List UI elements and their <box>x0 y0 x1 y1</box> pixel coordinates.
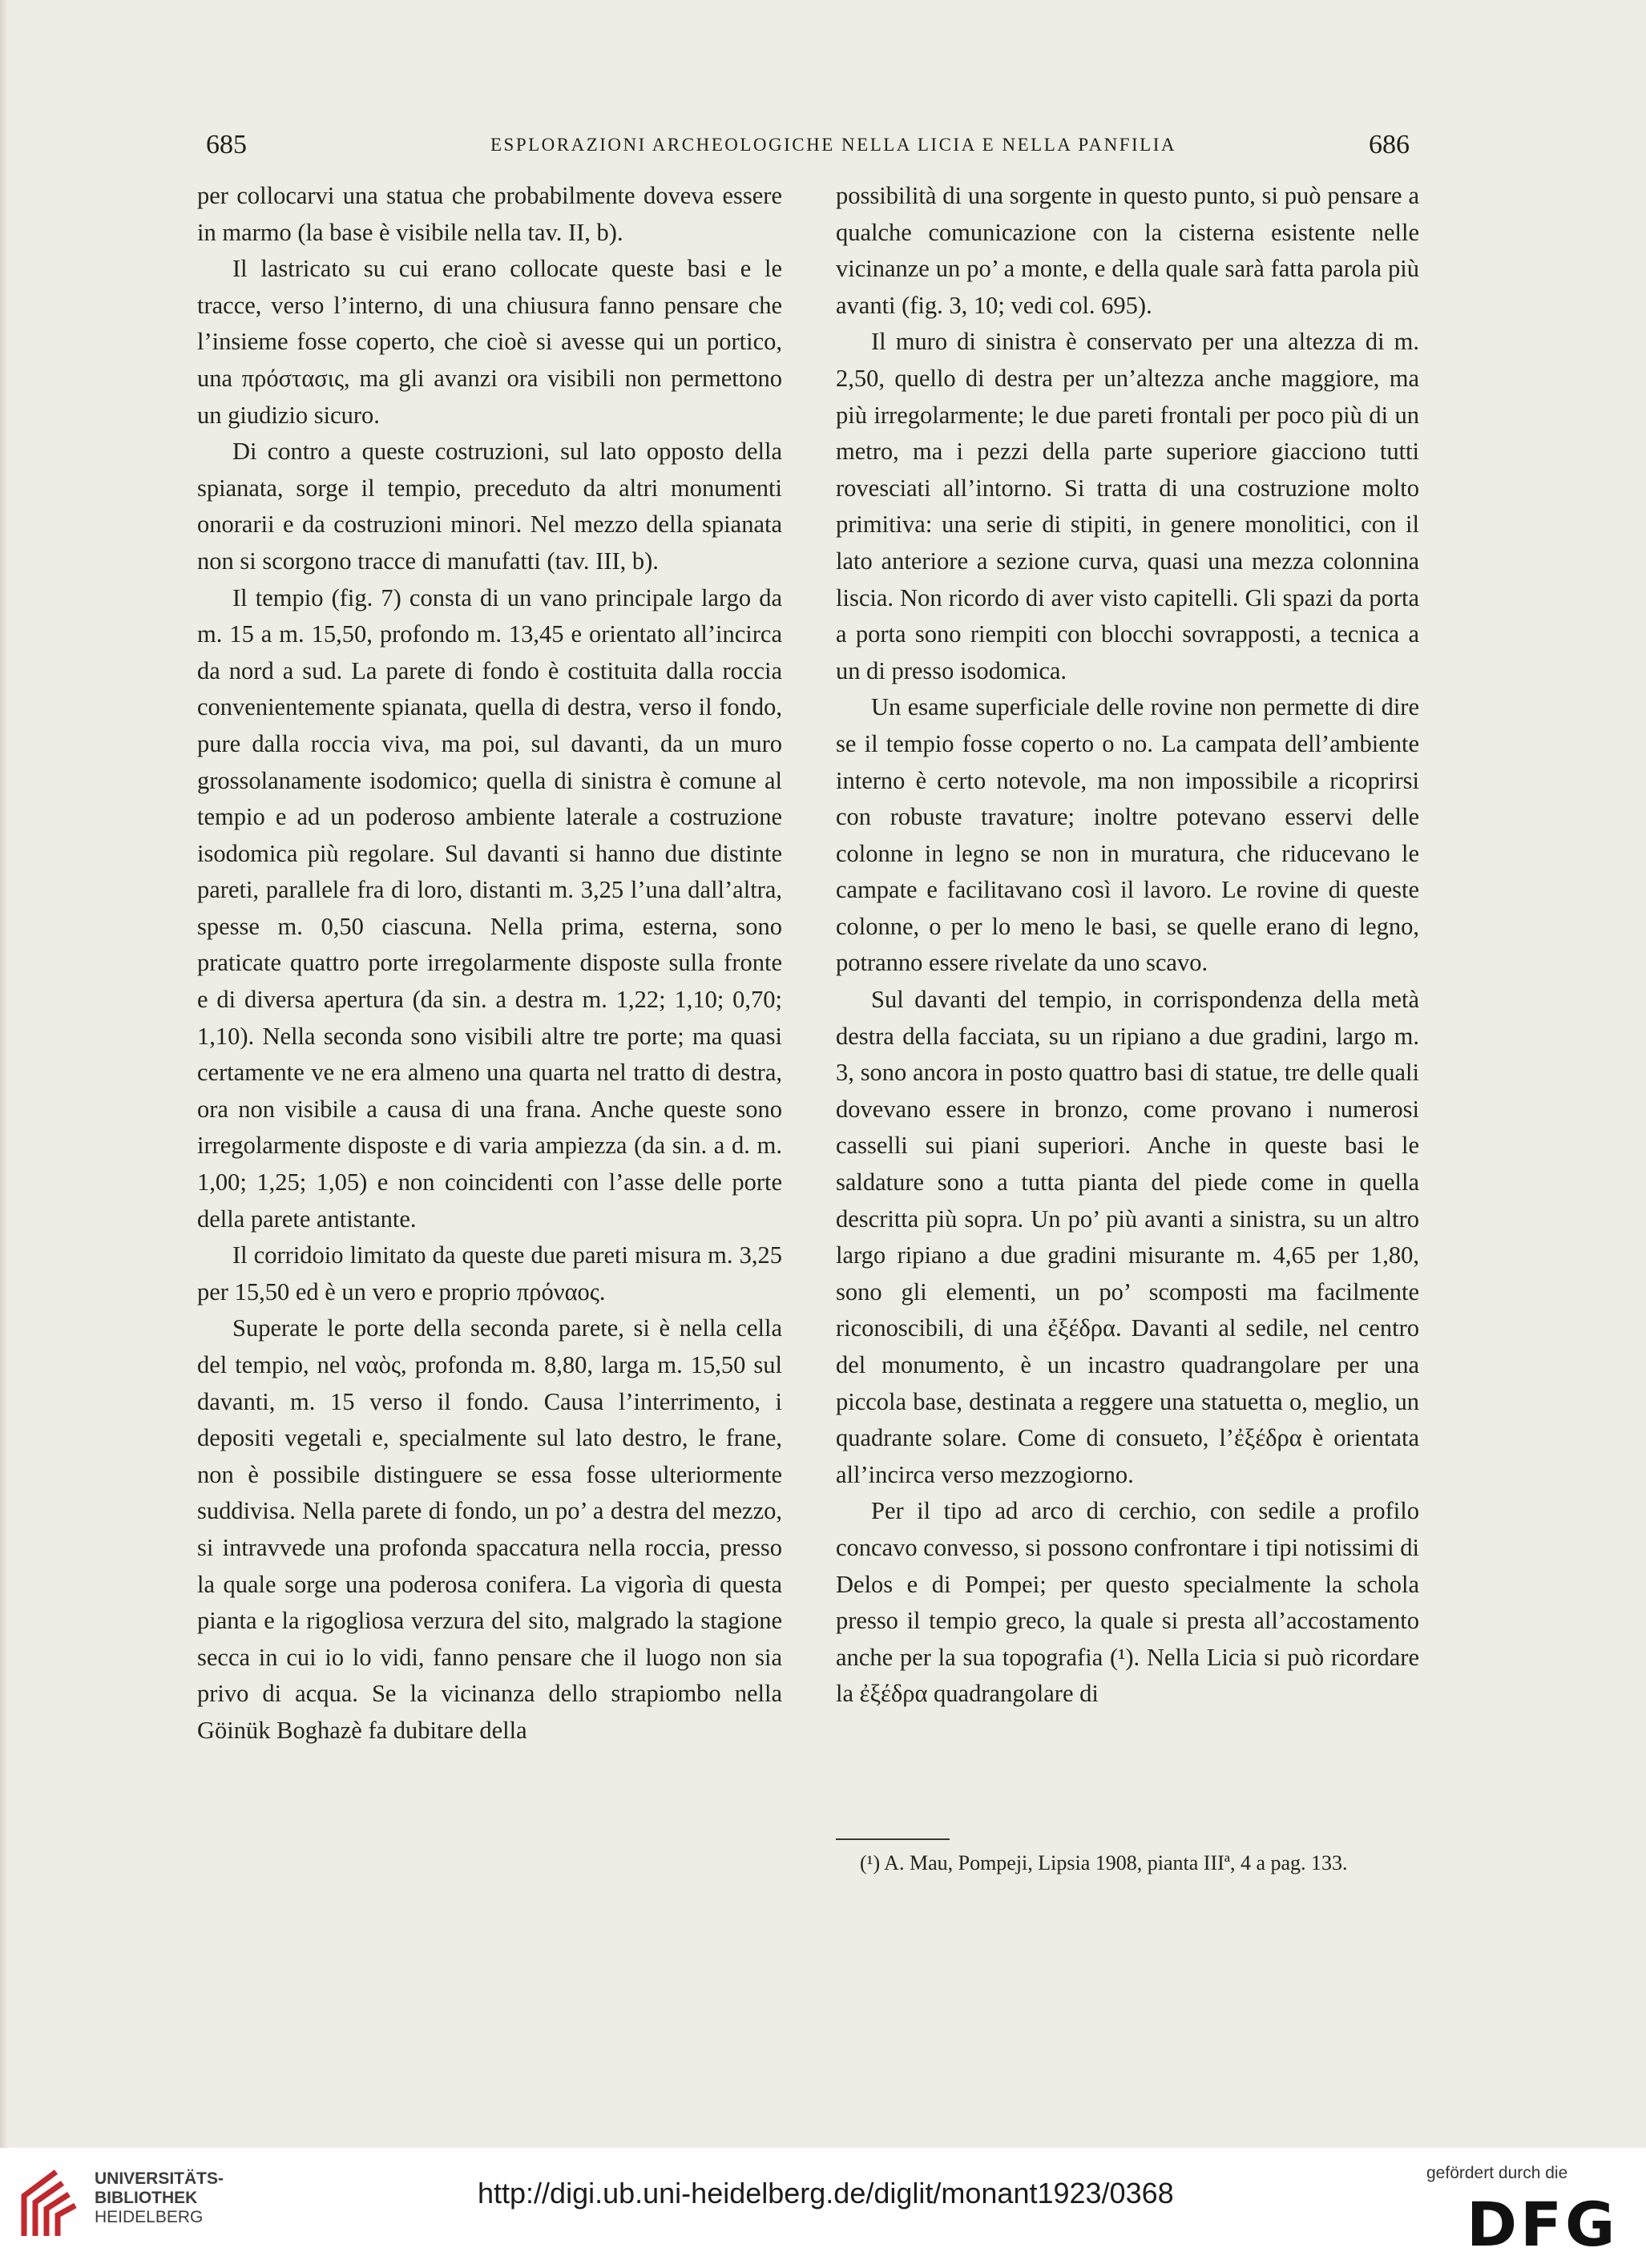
paragraph: Il muro di sinistra è conservato per una altezza di m. 2,50, quello di destra per un’altezza anche maggiore, ma più irregolarmente; le due pareti frontali per poco più di un metro, ma i pezzi della parte superiore giacciono tutti rovesciati all’intorno. Si tratta di una costruzione molto primitiva: una serie di stipiti, in genere monolitici, con il lato anteriore a sezione curva, quasi una mezza colonnina liscia. Non ricordo di aver visto capitelli. Gli spazi da porta a porta sono riempiti con blocchi sovrapposti, a tecnica a un di presso isodomica. <box>836 328 1419 684</box>
library-name-line: HEIDELBERG <box>95 2208 204 2226</box>
left-text-column <box>197 178 782 1749</box>
paragraph: per collocarvi una statua che probabilmente doveva essere in marmo (la base è visibile nella tav. II, b). <box>197 182 782 246</box>
dfg-logo[interactable]: DFG <box>1466 2189 1619 2260</box>
right-text-column <box>836 178 1419 1713</box>
paragraph: Un esame superficiale delle rovine non permette di dire se il tempio fosse coperto o no. La campata dell’ambiente interno è certo notevole, ma non impossibile a ricoprirsi con robuste travature; inoltre potevano esservi delle colonne in legno se non in muratura, che riducevano le campate e facilitavano così il lavoro. Le rovine di queste colonne, o per lo meno le basi, se quelle erano di legno, potranno essere rivelate da uno scavo. <box>836 693 1419 977</box>
page-edge-shadow <box>0 0 8 2148</box>
paragraph: possibilità di una sorgente in questo punto, si può pensare a qualche comunicazione con la cisterna esistente nelle vicinanze un po’ a monte, e della quale sarà fatta parola più avanti (fig. 3, 10; vedi col. 695). <box>836 182 1419 319</box>
paragraph: Di contro a queste costruzioni, sul lato opposto della spianata, sorge il tempio, preceduto da altri monumenti onorarii e da costruzioni minori. Nel mezzo della spianata non si scorgono tracce di manufatti (tav. III, b). <box>197 438 782 575</box>
library-name-line: UNIVERSITÄTS- <box>95 2169 224 2188</box>
page-header <box>0 130 1646 165</box>
paragraph: Sul davanti del tempio, in corrispondenza della metà destra della facciata, su un ripiano a due gradini, largo m. 3, sono ancora in posto quattro basi di statue, tre delle quali dovevano essere in bronzo, come provano i numerosi casselli sui piani superiori. Anche in queste basi le saldature sono a tutta pianta del piede come in quella descritta più sopra. Un po’ più avanti a sinistra, su un altro largo ripiano a due gradini misurante m. 4,65 per 1,80, sono gli elementi, un po’ scomposti ma facilmente riconoscibili, di una ἐξέδρα. Davanti al sedile, nel centro del monumento, è un incastro quadrangolare per una piccola base, destinata a reggere una statuetta o, meglio, un quadrante solare. Come di consueto, l’ἐξέδρα è orientata all’incirca verso mezzogiorno. <box>836 986 1419 1488</box>
page-number-left: 685 <box>206 130 247 159</box>
paragraph: Superate le porte della seconda parete, si è nella cella del tempio, nel ναὸς, profonda m. 8,80, larga m. 15,50 sul davanti, m. 15 verso il fondo. Causa l’interrimento, i depositi vegetali e, specialmente sul lato destro, le frane, non è possibile distinguere se essa fosse ulteriormente suddivisa. Nella parete di fondo, un po’ a destra del mezzo, si intravvede una profonda spaccatura nella roccia, presso la quale sorge una poderosa conifera. La vigorìa di questa pianta e la rigogliosa verzura del sito, malgrado la stagione secca in cui io lo vidi, fanno pensare che il luogo non sia privo di acqua. Se la vicinanza dello strapiombo nella Göinük Boghazè fa dubitare della <box>197 1314 782 1744</box>
permalink-url[interactable]: http://digi.ub.uni-heidelberg.de/diglit/monant1923/0368 <box>478 2177 1174 2209</box>
library-name[interactable] <box>95 2169 224 2227</box>
library-name-line: BIBLIOTHEK <box>95 2189 198 2207</box>
paragraph: Il corridoio limitato da queste due pareti misura m. 3,25 per 15,50 ed è un vero e proprio πρόναος. <box>197 1241 782 1306</box>
university-library-logo-icon[interactable] <box>16 2164 85 2244</box>
paragraph: Per il tipo ad arco di cerchio, con sedile a profilo concavo convesso, si possono confrontare i tipi notissimi di Delos e di Pompei; per questo specialmente la schola presso il tempio greco, la quale si presta all’accostamento anche per la sua topografia (¹). Nella Licia si può ricordare la ἐξέδρα quadrangolare di <box>836 1497 1419 1708</box>
paragraph: Il lastricato su cui erano collocate queste basi e le tracce, verso l’interno, di una chiusura fanno pensare che l’insieme fosse coperto, che cioè si avesse qui un portico, una πρόστασις, ma gli avanzi ora visibili non permettono un giudizio sicuro. <box>197 255 782 429</box>
footnote: (¹) A. Mau, Pompeji, Lipsia 1908, pianta IIIª, 4 a pag. 133. <box>860 1851 1348 1875</box>
running-title: ESPLORAZIONI ARCHEOLOGICHE NELLA LICIA E NELLA PANFILIA <box>490 135 1176 155</box>
page-number-right: 686 <box>1369 130 1410 159</box>
footnote-rule <box>836 1838 950 1840</box>
funding-caption: gefördert durch die <box>1426 2164 1568 2182</box>
paragraph: Il tempio (fig. 7) consta di un vano principale largo da m. 15 a m. 15,50, profondo m. 13,45 e orientato all’incirca da nord a sud. La parete di fondo è costituita dalla roccia convenientemente spianata, quella di destra, verso il fondo, pure dalla roccia viva, ma poi, sul davanti, da un muro grossolanamente isodomico; quella di sinistra è comune al tempio e ad un poderoso ambiente laterale a costruzione isodomica più regolare. Sul davanti si hanno due distinte pareti, parallele fra di loro, distanti m. 3,25 l’una dall’altra, spesse m. 0,50 ciascuna. Nella prima, esterna, sono praticate quattro porte irregolarmente disposte sulla fronte e di diversa apertura (da sin. a destra m. 1,22; 1,10; 0,70; 1,10). Nella seconda sono visibili altre tre porte; ma quasi certamente ve ne era almeno una quarta nel tratto di destra, ora non visibile a causa di una frana. Anche queste sono irregolarmente disposte e di varia ampiezza (da sin. a d. m. 1,00; 1,25; 1,05) e non coincidenti con l’asse delle porte della parete antistante. <box>197 583 782 1233</box>
